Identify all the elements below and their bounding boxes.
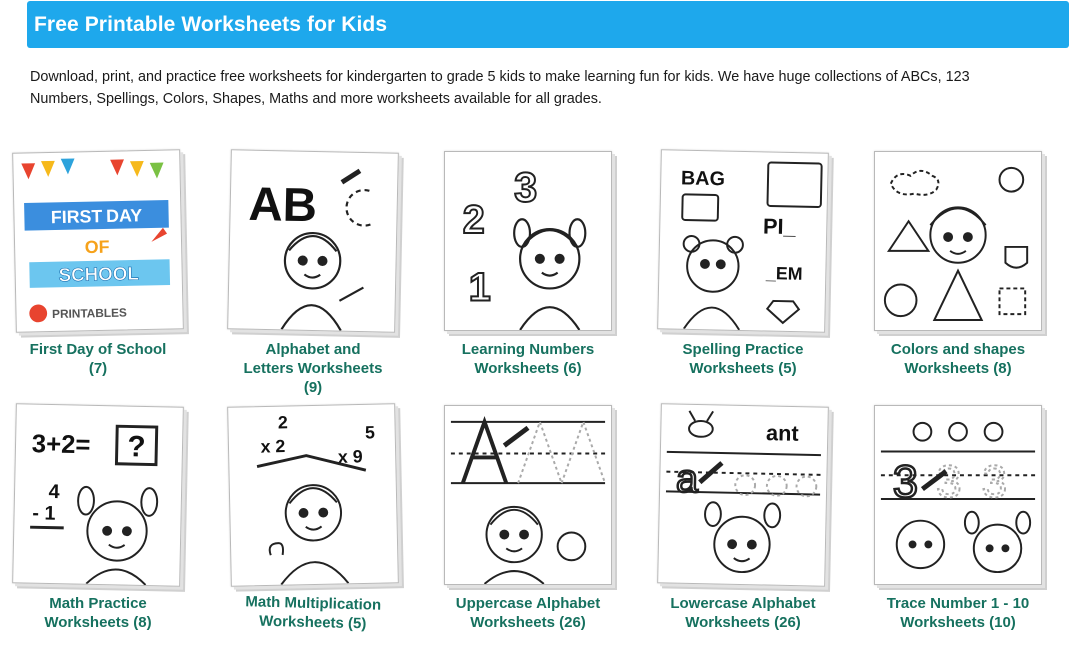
card-math-multiplication[interactable]	[223, 405, 403, 632]
svg-text:PI_: PI_	[762, 213, 796, 240]
svg-text:x 9: x 9	[337, 446, 363, 467]
card-trace-number[interactable]	[868, 405, 1048, 632]
svg-text:3: 3	[936, 455, 962, 507]
svg-text:BAG: BAG	[680, 167, 726, 191]
intro-text	[30, 66, 1040, 110]
card-title-link[interactable]: Alphabet and Letters Worksheets (9)	[243, 341, 383, 396]
page-title: Free Printable Worksheets for Kids	[34, 12, 388, 36]
card-colors-shapes[interactable]	[868, 151, 1048, 378]
svg-text:1: 1	[468, 265, 491, 310]
svg-text:- 1: - 1	[32, 502, 56, 525]
svg-text:ant: ant	[765, 420, 799, 446]
uppercase-boy-icon[interactable]	[444, 405, 612, 585]
card-title-link[interactable]: Uppercase Alphabet Worksheets (26)	[455, 595, 601, 631]
svg-text:2: 2	[277, 412, 288, 433]
intro-line-2: Numbers, Spellings, Colors, Shapes, Maths and more worksheets available for all grades.	[30, 91, 602, 107]
card-title-link[interactable]: Trace Number 1 - 10 Worksheets (10)	[886, 595, 1030, 631]
card-lowercase-alphabet[interactable]	[653, 405, 833, 632]
svg-text:3: 3	[981, 455, 1007, 507]
card-first-day-of-school[interactable]	[8, 151, 188, 378]
svg-text:OF: OF	[84, 236, 110, 258]
first-day-school-icon[interactable]	[12, 149, 184, 332]
svg-text:PRINTABLES: PRINTABLES	[51, 305, 128, 322]
svg-text:4: 4	[48, 480, 60, 504]
svg-text:3+2=: 3+2=	[31, 430, 91, 460]
card-learning-numbers[interactable]	[438, 151, 618, 378]
card-math-practice[interactable]	[8, 405, 188, 632]
lowercase-girl-icon[interactable]	[657, 403, 829, 586]
svg-text:3: 3	[892, 455, 919, 507]
numbers-girl-icon[interactable]	[444, 151, 612, 331]
card-title-link[interactable]: Math Multiplication Worksheets (5)	[245, 593, 382, 633]
intro-line-1: Download, print, and practice free worksheets for kindergarten to grade 5 kids to make learning fun for kids. We have huge collections of ABCs, 123	[30, 69, 970, 85]
svg-text:3: 3	[514, 163, 538, 211]
card-title-link[interactable]: Learning Numbers Worksheets (6)	[461, 341, 595, 377]
shapes-girl-icon[interactable]	[874, 151, 1042, 331]
card-title-link[interactable]: Spelling Practice Worksheets (5)	[682, 341, 804, 377]
svg-text:a: a	[675, 456, 699, 502]
header-banner	[27, 1, 1069, 48]
alphabet-boy-icon[interactable]	[227, 149, 399, 332]
svg-text:_EM: _EM	[765, 263, 803, 284]
svg-text:FIRSTDAY: FIRST DAY	[50, 205, 143, 228]
spelling-bear-icon[interactable]	[657, 149, 829, 332]
card-spelling-practice[interactable]	[653, 151, 833, 378]
svg-text:2: 2	[462, 198, 485, 243]
math-girl-icon[interactable]	[12, 403, 184, 586]
card-alphabet-letters[interactable]	[223, 151, 403, 397]
svg-text:AB: AB	[247, 177, 318, 233]
card-title-link[interactable]: Colors and shapes Worksheets (8)	[890, 341, 1026, 377]
card-title-link[interactable]: First Day of School (7)	[29, 341, 167, 377]
svg-text:SCHOOL: SCHOOL	[58, 262, 140, 286]
svg-text:5: 5	[364, 422, 376, 443]
svg-text:A: A	[484, 465, 486, 467]
card-title-link[interactable]: Math Practice Worksheets (8)	[44, 595, 152, 631]
trace-number-kids-icon[interactable]	[874, 405, 1042, 585]
svg-text:x 2: x 2	[260, 436, 286, 457]
card-title-link[interactable]: Lowercase Alphabet Worksheets (26)	[670, 595, 816, 631]
card-uppercase-alphabet[interactable]	[438, 405, 618, 632]
multiplication-boy-icon[interactable]	[227, 403, 399, 586]
svg-text:?: ?	[127, 430, 146, 464]
